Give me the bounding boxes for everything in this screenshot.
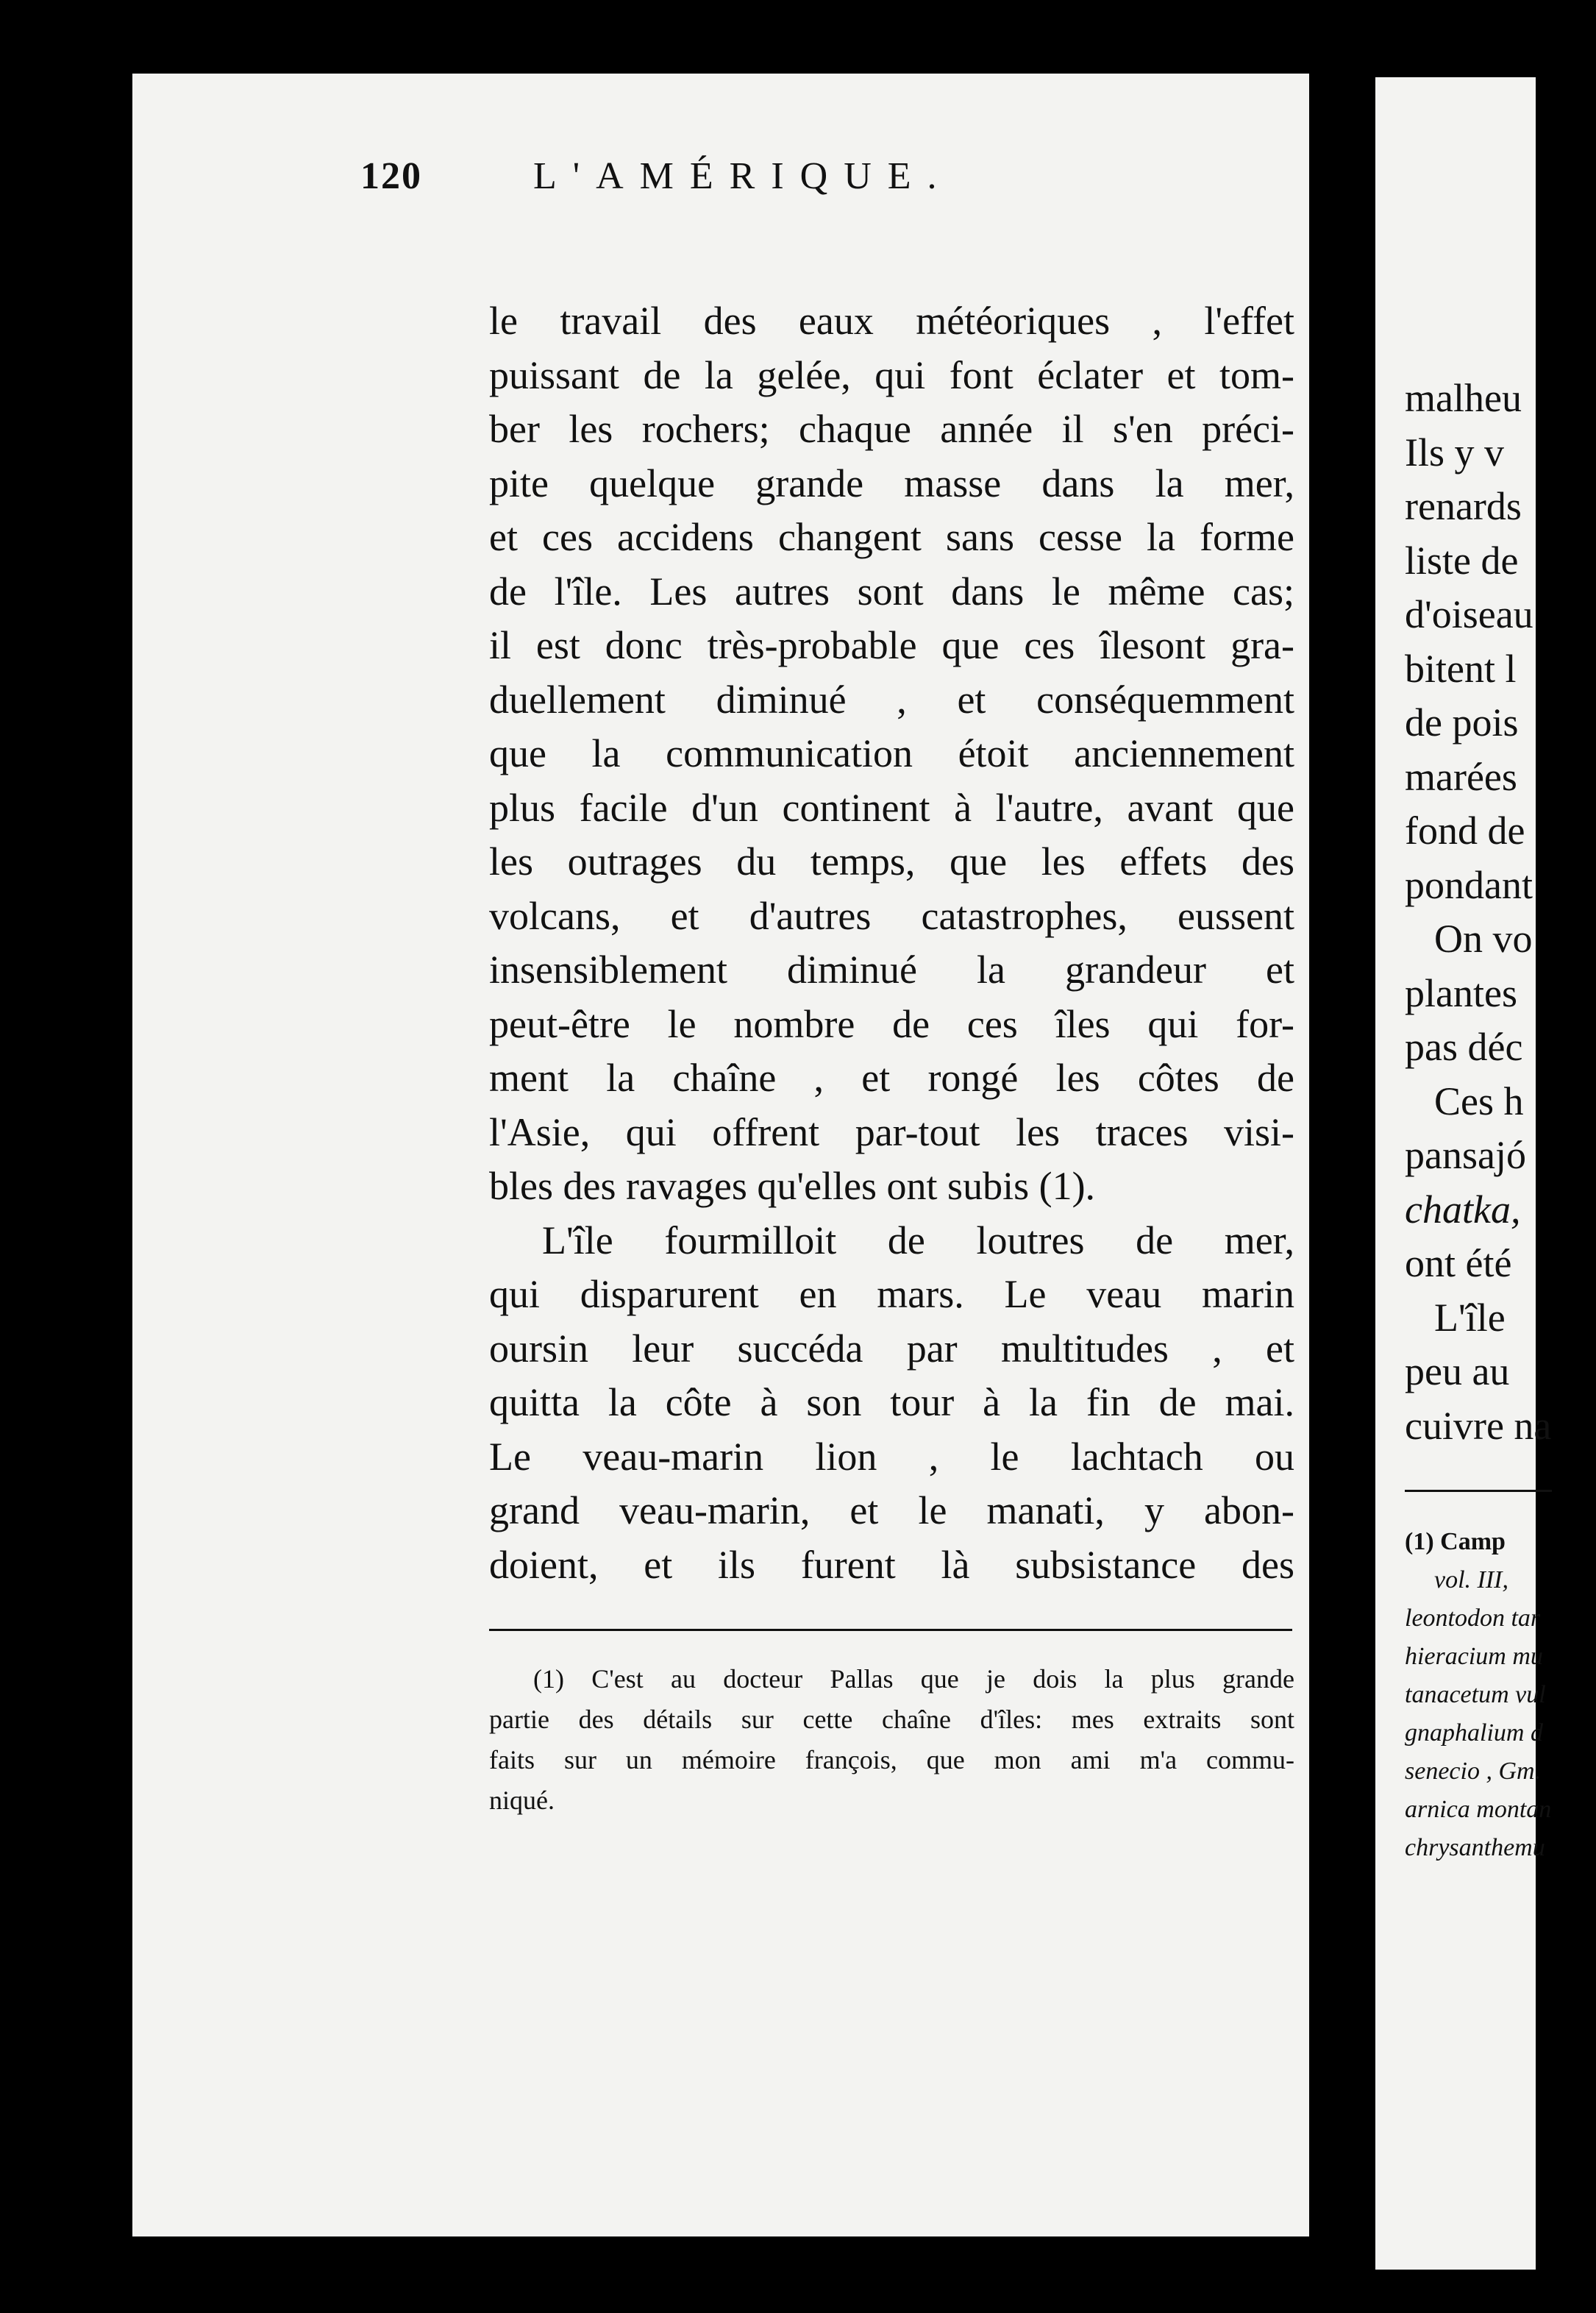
text-line: l'Asie, qui offrent par-tout les traces visi- [489, 1109, 1294, 1154]
text-line: On vo [1434, 917, 1533, 961]
text-line: plus facile d'un continent à l'autre, avant que [489, 785, 1294, 830]
note-line: arnica montan [1405, 1796, 1552, 1823]
next-footnote-rule [1405, 1490, 1552, 1492]
text-line: Le veau-marin lion , le lachtach ou [489, 1434, 1294, 1479]
text-line: liste de [1405, 538, 1519, 583]
text-line: qui disparurent en mars. Le veau marin [489, 1272, 1294, 1316]
text-line: pondant [1405, 862, 1533, 907]
text-line: ment la chaîne , et rongé les côtes de [489, 1056, 1294, 1100]
note-line: vol. III, [1434, 1566, 1509, 1593]
text-line: il est donc très-probable que ces îlesont gra- [489, 623, 1294, 667]
text-line: Ces h [1434, 1079, 1524, 1123]
note-line: tanacetum vul [1405, 1681, 1546, 1708]
text-line: doient, et ils furent là subsistance des [489, 1542, 1294, 1587]
text-line: de l'île. Les autres sont dans le même cas; [489, 569, 1294, 614]
text-line: et ces accidens changent sans cesse la forme [489, 515, 1294, 559]
text-line: malheu [1405, 376, 1522, 420]
footnote-line: niqué. [489, 1786, 555, 1815]
text-line: marées [1405, 754, 1517, 799]
text-line: cuivre na [1405, 1403, 1552, 1448]
text-line: peut-être le nombre de ces îles qui for- [489, 1001, 1294, 1046]
text-line: L'île fourmilloit de loutres de mer, [542, 1218, 1294, 1262]
text-line: bles des ravages qu'elles ont subis (1). [489, 1164, 1096, 1208]
text-line: chatka, [1405, 1187, 1521, 1232]
note-line: (1) Camp [1405, 1528, 1506, 1555]
text-line: grand veau-marin, et le manati, y abon- [489, 1488, 1294, 1532]
next-page-fragment [1375, 77, 1552, 2270]
next-page-notes [1405, 1523, 1596, 1867]
text-line: pite quelque grande masse dans la mer, [489, 461, 1294, 505]
text-line: le travail des eaux météoriques , l'effet [489, 299, 1294, 343]
text-line: oursin leur succéda par multitudes , et [489, 1326, 1294, 1371]
text-line: les outrages du temps, que les effets des [489, 839, 1294, 884]
text-line: d'oiseau [1405, 592, 1533, 636]
text-line: pansajó [1405, 1133, 1526, 1177]
running-header [360, 154, 1283, 213]
text-line: peu au [1405, 1349, 1510, 1393]
footnote-line: faits sur un mémoire françois, que mon ami m'a commu- [489, 1745, 1294, 1774]
note-line: leontodon tar [1405, 1605, 1541, 1632]
text-line: L'île [1434, 1295, 1506, 1340]
note-line: hieracium mu [1405, 1643, 1543, 1670]
text-line: duellement diminué , et conséquemment [489, 677, 1294, 722]
page-number: 120 [360, 155, 422, 197]
note-line: gnaphalium d [1405, 1719, 1543, 1747]
footnote-rule [489, 1629, 1292, 1631]
text-line: que la communication étoit anciennement [489, 731, 1294, 775]
note-line: senecio , Gm. [1405, 1758, 1542, 1785]
text-line: plantes [1405, 970, 1517, 1015]
body-text [489, 294, 1294, 1592]
text-line: volcans, et d'autres catastrophes, eussent [489, 893, 1294, 938]
text-line: ber les rochers; chaque année il s'en préci- [489, 407, 1294, 451]
text-line: Ils y v [1405, 430, 1504, 475]
text-line: pas déc [1405, 1025, 1523, 1069]
note-line: chrysanthemu [1405, 1834, 1545, 1861]
text-line: bitent l [1405, 646, 1517, 691]
text-line: puissant de la gelée, qui font éclater et tom- [489, 352, 1294, 397]
text-line: ont été [1405, 1241, 1512, 1285]
text-line: renards [1405, 484, 1522, 528]
text-line: insensiblement diminué la grandeur et [489, 948, 1294, 992]
footnote-line: (1) C'est au docteur Pallas que je dois la plus grande [533, 1664, 1294, 1694]
text-line: fond de [1405, 809, 1525, 853]
footnote-line: partie des détails sur cette chaîne d'îles: mes extraits sont [489, 1705, 1294, 1734]
next-page-text [1405, 372, 1596, 1453]
running-title: L'AMÉRIQUE. [533, 155, 953, 197]
text-line: de pois [1405, 700, 1519, 745]
text-line: quitta la côte à son tour à la fin de mai. [489, 1380, 1294, 1424]
footnote [489, 1659, 1294, 1821]
